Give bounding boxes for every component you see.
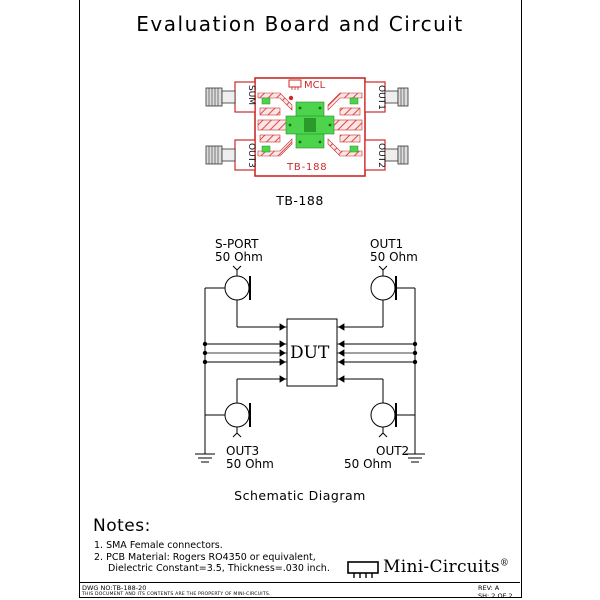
- out3-name: OUT3: [226, 444, 260, 458]
- board-port-out3: OUT3: [246, 143, 256, 168]
- out2-name: OUT2: [376, 444, 410, 458]
- board-port-sum: SUM: [246, 85, 256, 106]
- notes-title: Notes:: [93, 516, 151, 536]
- mini-circuits-logo-icon: [346, 560, 380, 580]
- dut-label: DUT: [290, 343, 330, 363]
- property-notice: THIS DOCUMENT AND ITS CONTENTS ARE THE PROPERTY OF MINI-CIRCUITS.: [82, 592, 271, 597]
- out1-impedance: 50 Ohm: [370, 250, 418, 264]
- board-label-mcl: MCL: [304, 80, 326, 91]
- title-block-footer: [80, 582, 520, 599]
- page-title: Evaluation Board and Circuit: [136, 12, 464, 36]
- sheet-number: SH: 2 OF 2: [478, 592, 513, 600]
- schematic-diagram: [190, 232, 440, 472]
- logo-name: Mini-Circuits: [383, 557, 500, 577]
- board-caption: TB-188: [276, 193, 324, 208]
- sma-connector-out3: [206, 146, 235, 164]
- out1-name: OUT1: [370, 237, 404, 251]
- sma-connector-sum: [206, 88, 235, 106]
- schematic-caption: Schematic Diagram: [234, 488, 366, 503]
- board-label-tb: TB-188: [287, 162, 328, 173]
- note-item: 1. SMA Female connectors.: [94, 540, 223, 551]
- out2-impedance: 50 Ohm: [344, 457, 392, 471]
- sport-name: S-PORT: [215, 237, 259, 251]
- note-item: 2. PCB Material: Rogers RO4350 or equivalent,: [94, 552, 316, 563]
- drawing-number: DWG NO:TB-188-20: [82, 584, 147, 592]
- board-port-out2: OUT2: [376, 143, 386, 168]
- registered-mark: ®: [499, 558, 510, 569]
- evaluation-board-illustration: [200, 72, 410, 182]
- revision: REV: A: [478, 584, 500, 592]
- mini-circuits-logo-text: [383, 557, 509, 577]
- board-port-out1: OUT1: [376, 85, 386, 110]
- out3-impedance: 50 Ohm: [226, 457, 274, 471]
- sma-connector-out2: [385, 146, 408, 164]
- sport-impedance: 50 Ohm: [215, 250, 263, 264]
- note-item: Dielectric Constant=3.5, Thickness=.030 inch.: [108, 563, 330, 574]
- sma-connector-out1: [385, 88, 408, 106]
